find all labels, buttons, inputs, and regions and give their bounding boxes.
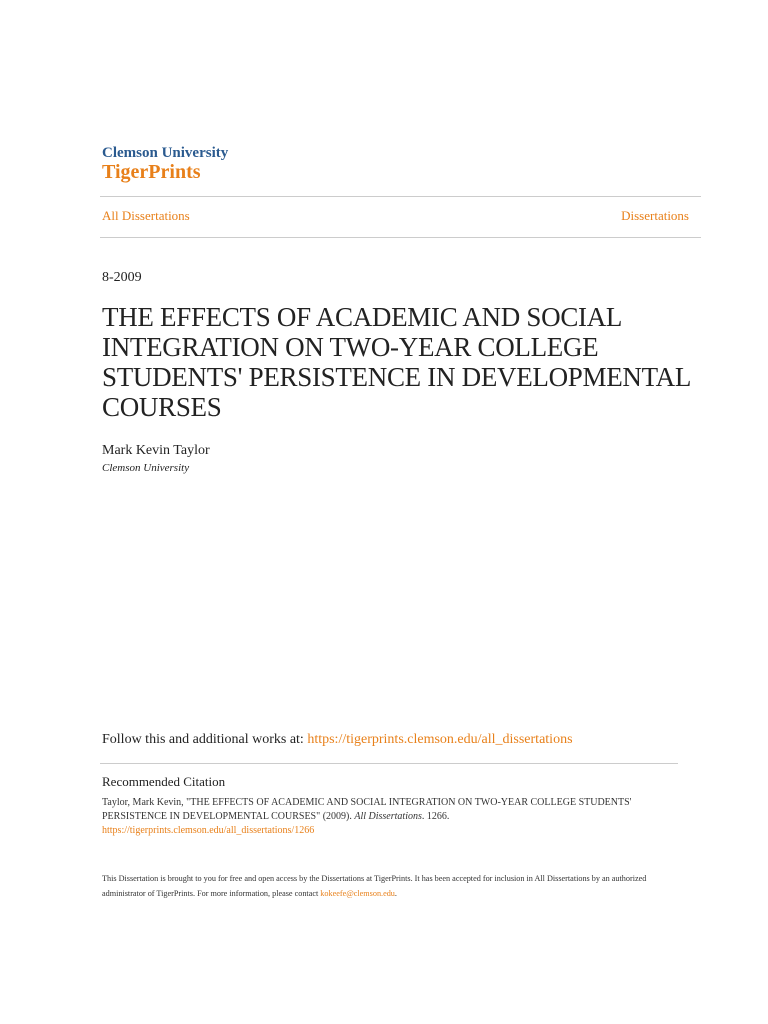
dissertations-link[interactable]: Dissertations [621,208,689,223]
all-dissertations-link[interactable]: All Dissertations [102,208,190,223]
citation-series: All Dissertations [354,811,422,822]
citation-number: . 1266. [421,811,450,822]
repository-name: TigerPrints [102,161,201,183]
document-title: THE EFFECTS OF ACADEMIC AND SOCIAL INTEGRATION ON TWO-YEAR COLLEGE STUDENTS' PERSISTENCE IN DEVELOPMENTAL COURSES [102,302,691,422]
follow-link[interactable]: https://tigerprints.clemson.edu/all_dissertations [307,732,573,747]
citation-link[interactable]: https://tigerprints.clemson.edu/all_dissertations/1266 [102,825,315,836]
contact-email-link[interactable]: kokeefe@clemson.edu [320,889,395,898]
follow-label: Follow this and additional works at: [102,732,308,747]
access-notice [102,871,682,901]
follow-line [102,732,573,748]
top-divider [100,196,701,197]
author-affiliation: Clemson University [102,462,190,474]
citation-body: Taylor, Mark Kevin, "THE EFFECTS OF ACADEMIC AND SOCIAL INTEGRATION ON TWO-YEAR COLLEGE STUDENTS' PERSISTENCE IN DEVELOPMENTAL COURSES" (2009). [102,797,632,822]
citation-divider [100,763,678,764]
publication-date: 8-2009 [102,270,142,285]
citation-text [102,796,682,838]
university-name: Clemson University [102,145,229,161]
access-notice-end: . [394,889,397,898]
citation-heading: Recommended Citation [102,774,226,789]
author-name: Mark Kevin Taylor [102,443,210,458]
nav-divider [100,237,701,238]
access-notice-text: This Dissertation is brought to you for free and open access by the Dissertations at TigerPrints. It has been accepted for inclusion in All Dissertations by an authorized administrator of TigerPrints. For more information, please contact [102,874,647,898]
